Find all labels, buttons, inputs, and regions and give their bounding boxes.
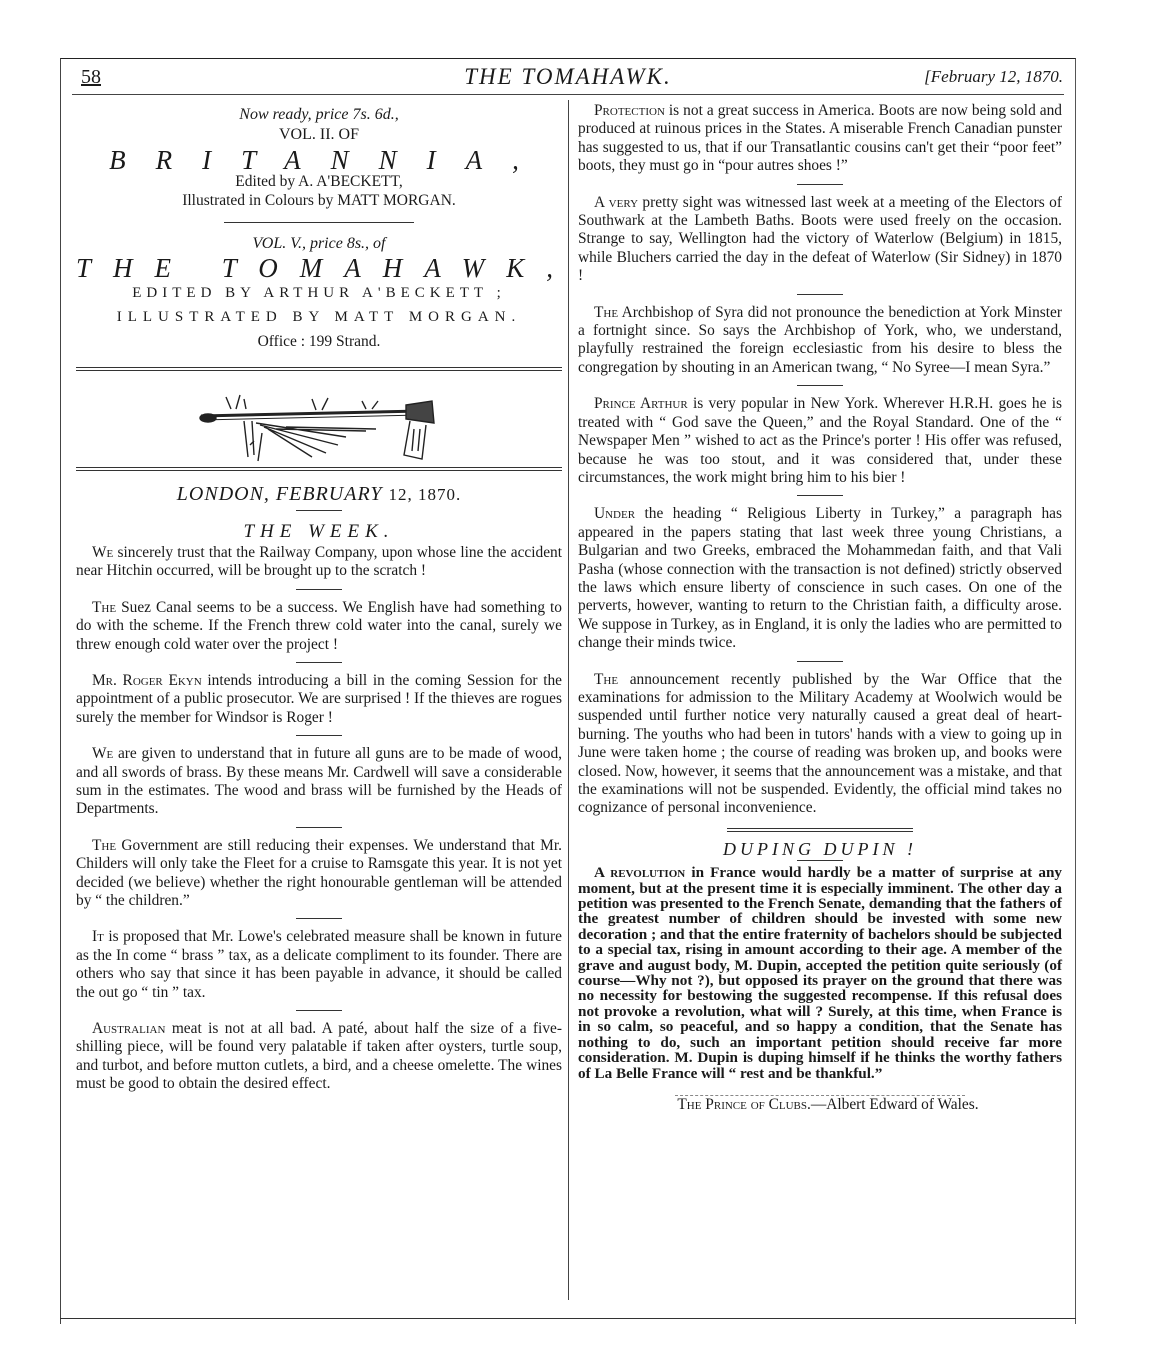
duping-paragraph: A revolution in France would hardly be a matter of surprise at any moment, but at the present time it is especially imminent. The other day a petition was presented to the French Senate, demanding that the fathers of the greatest number of children should be invested with some new decoration ; and that the entire fraternity of bachelors should be subjected to a special tax, rising in amount according to their age. A member of the grave and august body, M. Dupin, accepted the petition quite seriously (of course—Why not ?), but opposed its prayer on the ground that there was no necessity for bestowing the suggested recompense. If this refusal does not provoke a revolution, what will ? Surely, at this time, when France is in so calm, so peaceful, and so happy a condition, that the Senate has nothing to do, such an important petition should receive far more consideration. M. Dupin is duping himself if he thinks the worthy fathers of La Belle France will “ rest and be thankful.” [578,864,1062,1082]
ad-line: Illustrated in Colours by MATT MORGAN. [182,191,456,209]
separator [797,661,843,662]
separator [296,589,342,590]
advertisement [76,106,576,351]
paragraph: The Suez Canal seems to be a success. We English have had something to do with the scheme. If the French threw cold water into the canal, surely we threw enough cold water over the project ! [76,598,562,653]
ad-rule [224,222,414,223]
ad-line: VOL. V., price 8s., of [252,235,386,253]
tomahawk-emblem [76,371,562,467]
separator [797,385,843,386]
dateline [76,485,562,504]
paragraph: Mr. Roger Ekyn intends introducing a bill in the coming Session for the appointment of a public prosecutor. We are surprised ! If the thieves are rogues surely the member for Windsor is Roger ! [76,671,563,726]
paragraph: Protection is not a great success in America. Boots are now being sold and produced at ruinous prices in the States. A miserable French Canadian punster has suggested to us, that if our Transatlantic cousins can't get their “poor feet” boots, they must go in “pour autres shoes !” [578,102,1062,175]
paragraph: The announcement recently published by the War Office that the examinations for admission to the Military Academy at Woolwich would be suspended until further notice very naturally caused a great deal of heart-burning. The youths who had been in tutors' hands with a view to going up in June were taken home ; the course of reading was broken up, and books were closed. Now, however, it seems that the announcement was a mistake, and that the examinations will not be suspended. Evidently, the official mind takes no cognizance of personal inconvenience. [578,670,1062,817]
separator [296,510,342,511]
ad-line: EDITED BY ARTHUR A'BECKETT ; [132,284,506,301]
article-heading: DUPING DUPIN ! [723,838,917,859]
paragraph: We sincerely trust that the Railway Company, upon whose line the accident near Hitchin occurred, will be brought up to the scratch ! [76,543,562,580]
separator [296,918,342,919]
double-rule [76,467,562,471]
ad-line: ILLUSTRATED BY MATT MORGAN. [116,309,522,326]
separator [797,495,843,496]
paragraph: A very pretty sight was witnessed last week at a meeting of the Electors of Southwark at the Lambeth Baths. Boots were used freely on the occasion. Strange to say, Wellington had the victory of Waterlow (Belgium) in 1815, while Bluchers carried the day in the defeat of Waterlow (Sir Sidney) in 1870 ! [578,193,1062,285]
ad-line: Now ready, price 7s. 6d., [239,106,399,123]
header-date: [February 12, 1870. [924,67,1063,86]
bottom-rule [60,1318,1076,1319]
separator [797,860,843,861]
running-header [73,66,1063,96]
tomahawk-illustration [76,371,562,467]
separator [797,294,843,295]
separator [296,1010,342,1011]
footer-line: The Prince of Clubs.—Albert Edward of Wales. [677,1095,979,1113]
page-number: 58 [81,66,101,88]
ad-line: Edited by A. A'BECKETT, [235,173,403,191]
dateline-place: LONDON, FEBRUARY [176,483,383,506]
right-column [578,102,1062,1114]
dateline-date: 12, 1870. [388,485,462,505]
ad-line: VOL. II. OF [279,126,359,144]
paragraph: The Government are still reducing their expenses. We understand that Mr. Childers will only take the Fleet for a cruise to Ramsgate this year. It is not yet decided (we believe) whether the right honourable gentleman will be attended by “ the children.” [76,836,562,909]
separator [296,827,342,828]
paragraph: We are given to understand that in future all guns are to be made of wood, and all swords of brass. By these means Mr. Cardwell will save a considerable sum in the estimates. The wood and brass will be furnished by the Heads of Departments. [76,745,562,818]
ad-tomahawk-title: THE TOMAHAWK, [76,253,576,284]
paragraph: The Archbishop of Syra did not pronounce the benediction at York Minster a fortnight since. So says the Archbishop of York, who, we understand, playfully restrained the foreign ecclesiastic from his desire to bless the congregation by shouting in an American twang, “ No Syree—I mean Syra.” [578,303,1062,376]
left-column [76,100,576,1094]
separator [797,184,843,185]
separator [296,662,342,663]
double-rule-short [727,828,913,832]
header-rule [72,94,1064,95]
paragraph: Prince Arthur is very popular in New York. Wherever H.R.H. goes he is treated with “ God save the Queen,” and the Royal Standard. One of the “ Newspaper Men ” wished to act as the Prince's porter ! His offer was refused, because he was too stout, and it was considered that, under these circumstances, the work might bring him to his bier ! [578,395,1062,486]
separator [296,735,342,736]
paragraph: It is proposed that Mr. Lowe's celebrated measure shall be known in future as the In come “ brass ” tax, as a delicate compliment to its founder. There are others who say that since it has been payable in advance, it should be called the out go “ tin ” tax. [76,928,562,1001]
paragraph: Australian meat is not at all bad. A paté, about half the size of a five-shilling piece, will be found very palatable if taken after oysters, turtle soup, and turbot, and before mutton cutlets, a bird, and a cheese omelette. The wines must be good to obtain the desired effect. [76,1020,562,1093]
paragraph: Under the heading “ Religious Liberty in Turkey,” a paragraph has appeared in the papers stating that last week three young Christians, a Bulgarian and two Greeks, embraced the Mohammedan faith, and that Vali Pasha (whose connection with the transaction is not defined) strictly observed the laws which ensure liberty of conscience in such cases. On one of the perverts, however, wanting to return to the Christian faith, a difficulty arose. We suppose in Turkey, as in England, it is only the ladies who are permitted to change their minds twice. [578,505,1062,652]
ad-office: Office : 199 Strand. [257,332,381,350]
ad-britannia-title: BRITANNIA, [109,144,549,175]
section-heading: THE WEEK. [243,521,395,543]
masthead-title: THE TOMAHAWK. [464,64,672,89]
